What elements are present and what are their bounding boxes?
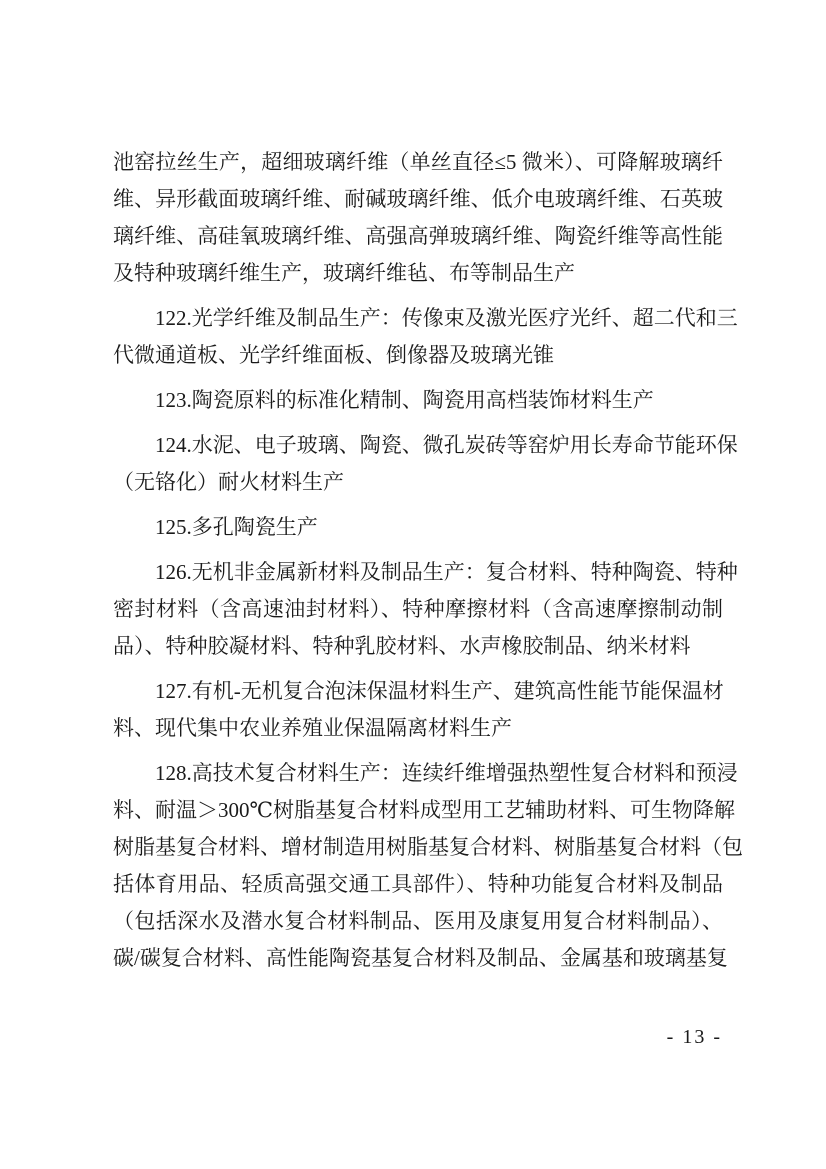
text-line: 126.无机非金属新材料及制品生产：复合材料、特种陶瓷、特种 bbox=[155, 560, 738, 584]
text-line: （包括深水及潜水复合材料制品、医用及康复用复合材料制品）、 bbox=[113, 909, 723, 933]
text-line: 料、耐温＞300℃树脂基复合材料成型用工艺辅助材料、可生物降解 bbox=[113, 798, 735, 822]
text-line: 及特种玻璃纤维生产，玻璃纤维毡、布等制品生产 bbox=[113, 261, 575, 285]
text-line: 122.光学纤维及制品生产：传像束及激光医疗光纤、超二代和三 bbox=[155, 306, 738, 330]
text-line: 125.多孔陶瓷生产 bbox=[155, 515, 318, 539]
text-line: 124.水泥、电子玻璃、陶瓷、微孔炭砖等窑炉用长寿命节能环保 bbox=[155, 433, 738, 457]
paragraph bbox=[113, 509, 723, 546]
text-line: 代微通道板、光学纤维面板、倒像器及玻璃光锥 bbox=[113, 343, 554, 367]
paragraph bbox=[113, 673, 723, 747]
paragraph bbox=[113, 554, 738, 665]
text-line: 128.高技术复合材料生产：连续纤维增强热塑性复合材料和预浸 bbox=[155, 761, 738, 785]
text-line: 树脂基复合材料、增材制造用树脂基复合材料、树脂基复合材料（包 bbox=[113, 835, 743, 859]
text-line: 品）、特种胶凝材料、特种乳胶材料、水声橡胶制品、纳米材料 bbox=[113, 634, 691, 658]
paragraph bbox=[113, 755, 743, 977]
text-line: （无铬化）耐火材料生产 bbox=[113, 470, 344, 494]
text-line: 碳/碳复合材料、高性能陶瓷基复合材料及制品、金属基和玻璃基复 bbox=[113, 946, 728, 970]
text-line: 维、异形截面玻璃纤维、耐碱玻璃纤维、低介电玻璃纤维、石英玻 bbox=[113, 187, 723, 211]
paragraph bbox=[113, 144, 723, 292]
text-line: 密封材料（含高速油封材料）、特种摩擦材料（含高速摩擦制动制 bbox=[113, 597, 723, 621]
page-number: - 13 - bbox=[666, 1026, 722, 1048]
document-body bbox=[113, 144, 743, 985]
text-line: 127.有机-无机复合泡沫保温材料生产、建筑高性能节能保温材 bbox=[155, 679, 724, 703]
text-line: 括体育用品、轻质高强交通工具部件）、特种功能复合材料及制品 bbox=[113, 872, 723, 896]
paragraph bbox=[113, 427, 738, 501]
text-line: 池窑拉丝生产，超细玻璃纤维（单丝直径≤5 微米）、可降解玻璃纤 bbox=[113, 150, 723, 174]
text-line: 123.陶瓷原料的标准化精制、陶瓷用高档装饰材料生产 bbox=[155, 388, 654, 412]
paragraph bbox=[113, 300, 738, 374]
text-line: 璃纤维、高硅氧玻璃纤维、高强高弹玻璃纤维、陶瓷纤维等高性能 bbox=[113, 224, 723, 248]
paragraph bbox=[113, 382, 723, 419]
text-line: 料、现代集中农业养殖业保温隔离材料生产 bbox=[113, 716, 512, 740]
